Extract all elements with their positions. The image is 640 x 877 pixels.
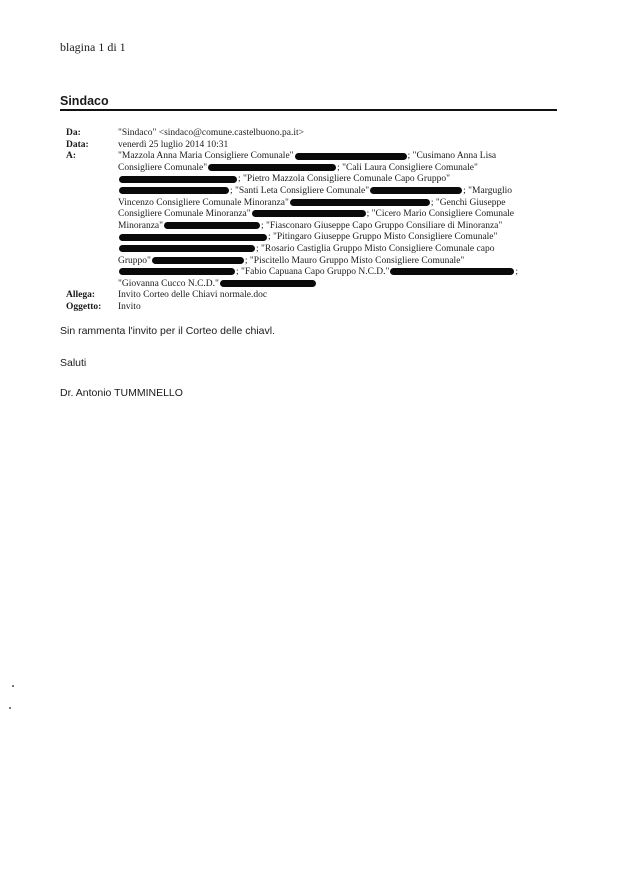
message-text: Sin rammenta l'invito per il Corteo delle chiavl. [60, 325, 276, 337]
redacted-email [208, 164, 336, 171]
to-row [66, 151, 546, 290]
recipient-text: Consigliere Comunale Minoranza" [118, 209, 251, 220]
redacted-email [390, 268, 514, 275]
redacted-email [119, 234, 267, 241]
sender-title: Sindaco [60, 94, 109, 108]
to-recipients [118, 151, 546, 290]
recipient-text: Vincenzo Consigliere Comunale Minoranza" [118, 197, 289, 208]
recipient-text: ; "Marguglio [463, 185, 512, 196]
redacted-email [164, 222, 260, 229]
recipient-text: ; "Rosario Castiglia Gruppo Misto Consigliere Comunale capo [256, 243, 495, 254]
signature-text: Dr. Antonio TUMMINELLO [60, 387, 183, 399]
recipient-text: ; "Santi Leta Consigliere Comunale" [230, 185, 370, 196]
recipient-text: Gruppo" [118, 255, 151, 266]
redacted-email [370, 187, 462, 194]
redacted-email [119, 187, 229, 194]
date-value: venerdì 25 luglio 2014 10:31 [118, 139, 229, 150]
scan-speck [12, 685, 14, 687]
attachment-value: Invito Corteo delle Chiavi normale.doc [118, 290, 268, 301]
to-label: A: [66, 151, 77, 162]
from-row [66, 128, 546, 140]
from-label: Da: [66, 128, 81, 138]
recipient-text: ; "Cali Laura Consigliere Comunale" [337, 162, 478, 173]
redacted-email [119, 268, 235, 275]
attachment-label: Allega: [66, 290, 96, 301]
recipient-text: ; "Pitingaro Giuseppe Gruppo Misto Consigliere Comunale" [268, 232, 498, 243]
greeting-text: Saluti [60, 357, 87, 369]
subject-row [66, 302, 546, 314]
recipient-text: ; "Piscitello Mauro Gruppo Misto Consigliere Comunale" [244, 255, 465, 266]
recipient-text: ; "Cusimano Anna Lisa [407, 151, 497, 162]
redacted-email [295, 153, 407, 160]
recipient-text: "Giovanna Cucco N.C.D." [118, 278, 219, 289]
recipient-text: ; "Pietro Mazzola Consigliere Comunale Capo Gruppo" [238, 174, 450, 185]
redacted-email [220, 280, 316, 287]
recipient-text: ; "Fabio Capuana Capo Gruppo N.C.D." [236, 267, 390, 278]
recipient-text: Consigliere Comunale" [118, 162, 208, 173]
redacted-email [252, 210, 366, 217]
recipient-text: "Mazzola Anna Maria Consigliere Comunale" [118, 151, 294, 162]
recipient-text: Minoranza" [118, 220, 164, 231]
from-value: "Sindaco" <sindaco@comune.castelbuono.pa.it> [118, 128, 305, 138]
recipient-text: ; [515, 267, 519, 278]
redacted-email [152, 257, 244, 264]
recipient-text: ; "Cicero Mario Consigliere Comunale [366, 209, 515, 220]
page-counter: blagina 1 di 1 [60, 40, 126, 54]
header-divider [60, 109, 557, 111]
subject-value: Invito [118, 301, 141, 312]
redacted-email [119, 176, 237, 183]
redacted-email [290, 199, 430, 206]
scan-speck [9, 707, 11, 709]
redacted-email [119, 245, 255, 252]
subject-label: Oggetto: [66, 301, 102, 312]
recipient-text: ; "Genchi Giuseppe [430, 197, 506, 208]
attachment-row [66, 290, 546, 302]
email-metadata [66, 128, 546, 314]
date-label: Data: [66, 139, 89, 150]
date-row [66, 140, 546, 152]
recipient-text: ; "Fiasconaro Giuseppe Capo Gruppo Consiliare di Minoranza" [261, 220, 503, 231]
